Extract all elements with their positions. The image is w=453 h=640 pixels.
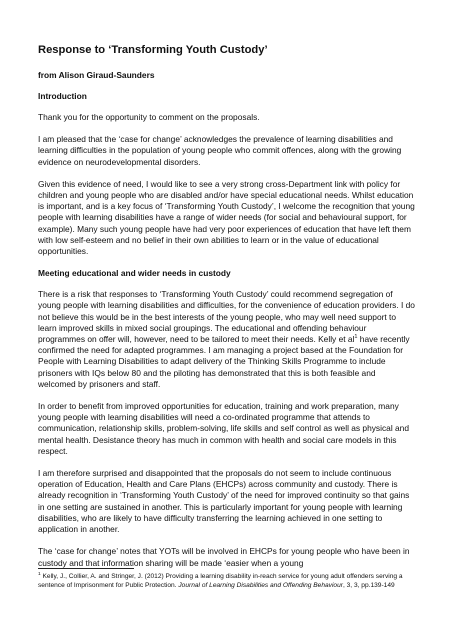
- footnote-text: , 3, 3, pp.139-149: [342, 582, 395, 589]
- paragraph-text: There is a risk that responses to ‘Transforming Youth Custody’ could recommend segregation of young people with learning disabilities and difficulties, for the convenience of education providers. I do not believe this would be in the best interests of the young people, who may well need support to learn improved skills in mixed social groupings. The educational and offending behaviour programmes on offer will, however, need to be tailored to meet their needs. Kelly et al: [38, 289, 415, 345]
- paragraph: Thank you for the opportunity to comment on the proposals.: [38, 112, 260, 122]
- paragraph: In order to benefit from improved opportunities for education, training and work preparation, many young people with learning disabilities will need a co-ordinated programme that attends to communication, relationship skills, problem-solving, life skills and self control as well as physical and mental health. Desistance theory has much in common with health and social care models in this respect.: [38, 401, 409, 456]
- paragraph: [38, 289, 415, 390]
- footnote-reference[interactable]: 1: [354, 334, 358, 341]
- section-heading-introduction: Introduction: [38, 91, 87, 101]
- footnote-number: 1: [38, 571, 41, 577]
- footnote-journal: Journal of Learning Disabilities and Offending Behaviour: [178, 582, 343, 589]
- footnote-divider: [38, 568, 134, 569]
- paragraph: I am pleased that the ‘case for change’ acknowledges the prevalence of learning disabilities and learning difficulties in the population of young people who commit offences, along with the growing evidence on neurodevelopmental disorders.: [38, 134, 402, 167]
- author-line: from Alison Giraud-Saunders: [38, 70, 155, 80]
- section-heading-meeting-needs: Meeting educational and wider needs in custody: [38, 268, 231, 279]
- footnote: [38, 572, 415, 590]
- document-title: Response to ‘Transforming Youth Custody’: [38, 44, 268, 56]
- paragraph-text: have recently confirmed the need for adapted programmes. I am managing a project based at the Foundation for People with Learning Disabilities to adapt delivery of the Thinking Skills Programme to include prisoners with IQs below 80 and the piloting has demonstrated that this is both feasible and welcomed by prisoners and staff.: [38, 334, 410, 389]
- paragraph: The ‘case for change’ notes that YOTs will be involved in EHCPs for young people who have been in custody and that information sharing will be made ‘easier when a young: [38, 546, 410, 568]
- paragraph: I am therefore surprised and disappointed that the proposals do not seem to include continuous operation of Education, Health and Care Plans (EHCPs) across community and custody. There is already recognition in ‘Transforming Youth Custody’ of the need for improved continuity so that gains in one setting are sustained in another. This is particularly important for young people with learning disabilities, who are likely to have difficulty transferring the learning achieved in one setting to application in another.: [38, 468, 410, 535]
- paragraph: Given this evidence of need, I would like to see a very strong cross-Department link with policy for children and young people who are disabled and/or have special educational needs. Whilst education is important, and is a key focus of ‘Transforming Youth Custody’, I welcome the recognition that young people with learning disabilities have a range of wider needs (for social and behavioural support, for example). Many such young people have had very poor experiences of education that have left them with low self-esteem and no belief in their own abilities to learn or in the value of educational opportunities.: [38, 178, 415, 257]
- footnote-text: Kelly, J., Collier, A. and Stringer, J. (2012) Providing a learning disability in-reach service for young adult offenders serving a sentence of Imprisonment for Public Protection.: [38, 573, 403, 589]
